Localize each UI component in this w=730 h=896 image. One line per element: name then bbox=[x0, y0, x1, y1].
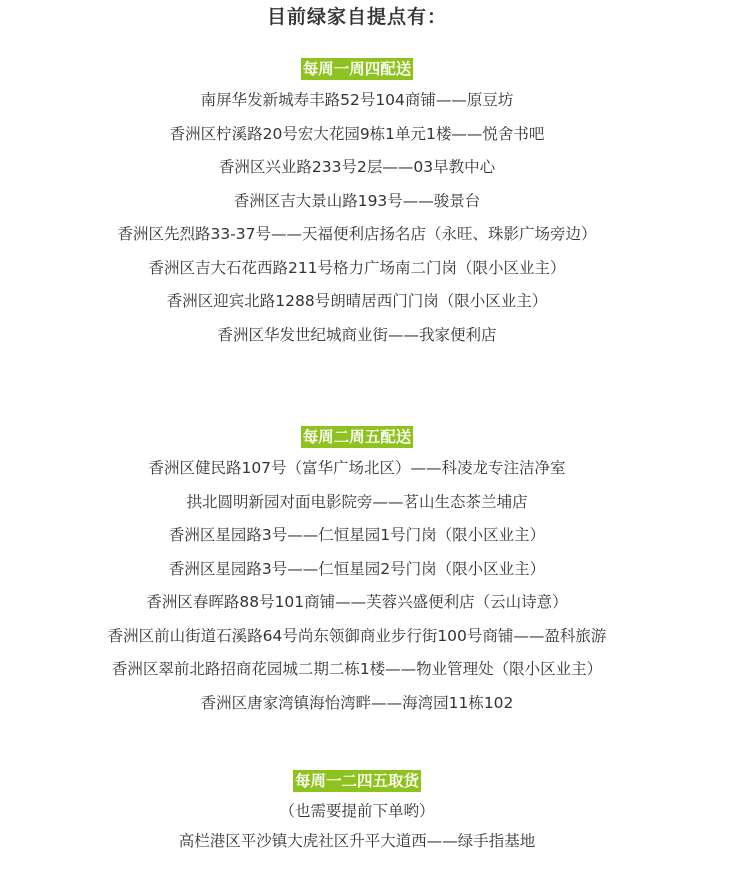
list-item: 香洲区星园路3号——仁恒星园1号门岗（限小区业主） bbox=[168, 526, 546, 544]
section-tag: 每周一二四五取货 bbox=[294, 772, 419, 790]
page-title: 目前绿家自提点有： bbox=[266, 6, 447, 28]
list-item: 香洲区先烈路33-37号——天福便利店扬名店（永旺、珠影广场旁边） bbox=[117, 225, 597, 243]
list-item: 香洲区华发世纪城商业街——我家便利店 bbox=[217, 325, 497, 344]
section-tue-fri bbox=[0, 426, 714, 720]
list-item: 高栏港区平沙镇大虎社区升平大道西——绿手指基地 bbox=[178, 832, 536, 850]
section-pickup bbox=[0, 770, 714, 856]
list-item: 香洲区春晖路88号101商铺——芙蓉兴盛便利店（云山诗意） bbox=[146, 593, 568, 611]
section-tag: 每周一周四配送 bbox=[302, 60, 412, 78]
list-item: 南屏华发新城寿丰路52号104商铺——原豆坊 bbox=[200, 91, 514, 109]
list-item: 香洲区前山街道石溪路64号尚东领御商业步行街100号商铺——盈科旅游 bbox=[107, 626, 607, 645]
list-item: 香洲区翠前北路招商花园城二期二栋1楼——物业管理处（限小区业主） bbox=[111, 660, 603, 678]
list-item: 香洲区柠溪路20号宏大花园9栋1单元1楼——悦舍书吧 bbox=[169, 124, 545, 143]
list-item: 香洲区唐家湾镇海怡湾畔——海湾园11栋102 bbox=[200, 693, 514, 712]
list-item: 香洲区吉大石花西路211号格力广场南二门岗（限小区业主） bbox=[148, 258, 566, 277]
list-item: 拱北圆明新园对面电影院旁——茗山生态茶兰埔店 bbox=[186, 492, 528, 511]
section-tag: 每周二周五配送 bbox=[302, 428, 412, 446]
section-mon-thu bbox=[0, 58, 714, 352]
section-note: （也需要提前下单哟） bbox=[279, 802, 435, 820]
list-item: 香洲区吉大景山路193号——骏景台 bbox=[233, 191, 481, 210]
list-item: 香洲区兴业路233号2层——03早教中心 bbox=[218, 158, 496, 176]
list-item: 香洲区星园路3号——仁恒星园2号门岗（限小区业主） bbox=[168, 559, 546, 578]
list-item: 香洲区迎宾北路1288号朗晴居西门门岗（限小区业主） bbox=[166, 292, 548, 310]
list-item: 香洲区健民路107号（富华广场北区）——科凌龙专注洁净室 bbox=[148, 459, 566, 477]
